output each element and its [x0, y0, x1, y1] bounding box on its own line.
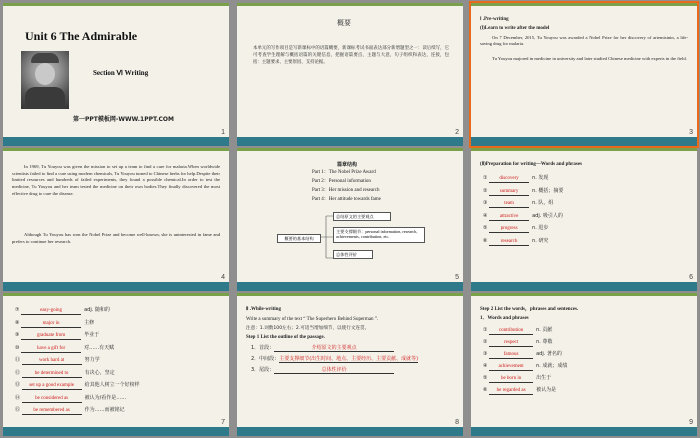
top-accent-bar — [3, 3, 229, 6]
part-1: Part 1：The Nobel Prize Award — [312, 170, 376, 175]
task-note: 注意：1.词数100左右；2.可适当增加细节，以使行文连贯。 — [246, 326, 370, 331]
slide-number: 4 — [221, 274, 225, 281]
section-heading: (Ⅱ)Preparation for writing—Words and phrases — [480, 162, 582, 167]
bottom-bar — [3, 282, 229, 291]
structure-root-box: 概要的基本结构 — [277, 234, 321, 243]
item-meaning: adj. 吸引人的 — [532, 212, 563, 219]
item-number: ⑧ — [15, 319, 22, 326]
outline-row — [251, 345, 394, 352]
item-number: ④ — [483, 363, 490, 369]
list-item — [15, 370, 115, 378]
slide-thumbnail-6[interactable] — [471, 148, 697, 291]
answer-blank: be born in — [489, 376, 533, 383]
step-heading: Step 2 List the words，phrases and sentences. — [480, 307, 579, 312]
slide-number: 5 — [455, 274, 459, 281]
section-subtitle: Section Ⅵ Writing — [93, 69, 149, 77]
item-meaning: n. 概括；摘要 — [532, 187, 564, 194]
list-item — [483, 351, 562, 359]
slide-thumbnail-8[interactable] — [237, 293, 463, 436]
outline-label: 3．尾段： — [251, 367, 275, 373]
outline-label: 1．首段： — [251, 345, 275, 351]
item-meaning: 出生于 — [536, 375, 552, 381]
bottom-bar — [237, 427, 463, 436]
list-item — [15, 357, 100, 365]
slide-number: 1 — [221, 129, 225, 136]
slide-thumbnail-2[interactable] — [237, 3, 463, 146]
item-number: ⑭ — [15, 394, 22, 401]
item-meaning: 被认为是 — [536, 387, 557, 393]
item-meaning: 给其他人树立一个好榜样 — [84, 382, 140, 388]
subsection-heading: 1．Words and phrases — [480, 316, 529, 321]
list-item — [483, 363, 567, 371]
slide-number: 9 — [689, 419, 693, 426]
item-meaning: n. 尊敬 — [536, 339, 553, 345]
item-meaning: n. 成就；成绩 — [536, 363, 568, 369]
item-meaning: n. 队，组 — [532, 200, 554, 206]
model-paragraph-3: In 1969, Tu Youyou was given the mission to set up a team to find a cure for malaria.When worldwide scientists failed to find a cure using modern chemicals, Tu Youyou turned to Chinese herbs for help.Despite their limited resources and hundreds of failed experiments, they found a possible chemical.In order to test the medicine, Tu Youyou and her team tested the medicine on their own bodies.They finally discovered the most effective drug to cure the disease. — [12, 164, 220, 196]
item-number: ⑥ — [483, 237, 490, 244]
answer-blank: summary — [489, 189, 529, 196]
structure-box-evaluation: 总体性评价 — [333, 250, 373, 259]
answer-blank: be determined to — [22, 371, 82, 378]
top-accent-bar — [471, 148, 697, 151]
item-meaning: 有决心，坚定 — [84, 369, 115, 376]
answer-blank: easy-going — [21, 308, 81, 315]
bottom-bar — [471, 427, 697, 436]
footer-site: 第一PPT模板网-WWW.1PPT.COM — [73, 116, 174, 123]
bracket-connector — [321, 212, 333, 262]
top-accent-bar — [3, 293, 229, 296]
structure-box-main-idea: 总结原文的主要观点 — [333, 212, 391, 221]
outline-label: 2．中间段： — [251, 356, 280, 362]
item-meaning: n. 研究 — [532, 237, 549, 244]
item-number: ⑦ — [15, 307, 22, 313]
item-number: ① — [483, 175, 490, 181]
model-paragraph-1: On 7 December, 2015, Tu Youyou was awarded a Nobel Prize for her discovery of artemisinin, a life-saving drug for malaria. — [480, 35, 688, 46]
answer-blank: achievement — [489, 364, 533, 371]
top-accent-bar — [237, 148, 463, 151]
list-item — [15, 320, 94, 328]
answer-blank: major in — [21, 321, 81, 328]
item-number: ③ — [483, 200, 490, 206]
summary-paragraph: 本单元的写作项目是写新课标中的语篇概要，新课标考试书面表达部分新增题型之一：读后续写，它可考查学生理解与概括语篇的关键信息，把握语篇要点，主题与大意，句子组织和表达，连接，包括：主题要求、主要原因、支持论据。 — [253, 46, 449, 65]
answer-blank: graduate from — [21, 333, 81, 340]
item-number: ③ — [483, 351, 490, 357]
answer-blank: be considered as — [22, 396, 82, 403]
slide-heading: 概要 — [337, 19, 351, 27]
answer-blank: team — [489, 201, 529, 208]
bottom-bar — [3, 137, 229, 146]
slide-number: 8 — [455, 419, 459, 426]
section-heading: Ⅰ .Pre-writing — [480, 17, 509, 22]
slide-thumbnail-9[interactable] — [471, 293, 697, 436]
list-item — [483, 339, 552, 347]
list-item — [483, 238, 548, 246]
section-heading: Ⅱ .While-writing — [246, 307, 281, 312]
answer-blank: discovery — [489, 176, 529, 183]
bottom-bar — [237, 137, 463, 146]
portrait-photo — [21, 51, 69, 109]
slide-thumbnail-3[interactable] — [471, 3, 697, 146]
top-accent-bar — [3, 148, 229, 151]
slide-heading: 篇章结构 — [337, 162, 358, 168]
list-item — [483, 327, 552, 335]
item-meaning: adj. 著名的 — [536, 351, 562, 357]
bottom-bar — [471, 282, 697, 291]
answer-blank: be regarded as — [489, 388, 533, 395]
answer-blank: contribution — [489, 328, 533, 335]
item-number: ② — [483, 339, 490, 345]
list-item — [15, 382, 140, 390]
item-number: ⑩ — [15, 344, 22, 351]
list-item — [483, 200, 553, 208]
list-item — [483, 225, 548, 233]
item-number: ⑮ — [15, 407, 22, 413]
item-meaning: 对……有天赋 — [84, 344, 115, 351]
top-accent-bar — [471, 3, 697, 6]
answer-blank: famous — [489, 352, 533, 359]
top-accent-bar — [471, 293, 697, 296]
answer-blank: research — [489, 239, 529, 246]
outline-answer: 主要支撑细节(出生时间、地点、主要经历、主要贡献、成就等) — [279, 356, 419, 362]
item-meaning: adj. 随和的 — [84, 307, 110, 313]
structure-box-details: 主要支撑细节：personal information, research, achievements, contribution, etc. — [333, 227, 425, 243]
answer-blank: attractive — [489, 214, 529, 221]
list-item — [483, 188, 563, 196]
outline-row — [251, 367, 394, 374]
item-meaning: 主修 — [84, 319, 95, 326]
item-number: ⑬ — [15, 382, 22, 388]
slide-thumbnail-4[interactable] — [3, 148, 229, 291]
item-number: ① — [483, 327, 490, 333]
answer-blank: be remembered as — [22, 408, 82, 415]
item-meaning: 努力学 — [84, 357, 100, 363]
answer-blank: have a gift for — [21, 346, 81, 353]
slide-thumbnail-5[interactable] — [237, 148, 463, 291]
list-item — [15, 345, 114, 353]
slide-number: 3 — [689, 129, 693, 136]
item-meaning: n. 进步 — [532, 225, 549, 231]
item-meaning: 作为……而被铭记 — [84, 407, 125, 413]
item-number: ⑤ — [483, 225, 490, 231]
slide-thumbnail-7[interactable] — [3, 293, 229, 436]
step-heading: Step 1 List the outline of the passage. — [246, 335, 325, 340]
list-item — [15, 307, 110, 315]
item-number: ⑤ — [483, 375, 490, 381]
slide-thumbnail-1[interactable] — [3, 3, 229, 146]
item-number: ⑥ — [483, 387, 490, 393]
list-item — [15, 332, 99, 340]
list-item — [15, 395, 126, 403]
part-4: Part 4：Her attitude towards fame — [312, 197, 381, 202]
part-2: Part 2：Personal information — [312, 179, 371, 184]
list-item — [483, 213, 563, 221]
answer-blank: set up a good example — [22, 383, 82, 390]
slide-title: Unit 6 The Admirable — [25, 29, 138, 43]
answer-blank: work hard at — [22, 358, 82, 365]
list-item — [483, 375, 551, 383]
item-meaning: 毕业于 — [84, 332, 100, 338]
list-item — [483, 175, 548, 183]
bottom-bar — [471, 137, 697, 146]
model-paragraph-2: Tu Youyou majored in medicine in university and later studied Chinese medicine with experts in the field. — [492, 56, 687, 61]
bottom-bar — [237, 282, 463, 291]
top-accent-bar — [237, 3, 463, 6]
item-meaning: n. 贡献 — [536, 327, 553, 333]
slide-number: 6 — [689, 274, 693, 281]
item-meaning: 被认为/看作是…… — [84, 394, 127, 401]
bottom-bar — [3, 427, 229, 436]
part-3: Part 3：Her mission and research — [312, 188, 380, 193]
outline-answer: 总体性评价 — [274, 367, 394, 374]
answer-blank: progress — [489, 226, 529, 233]
answer-blank: respect — [489, 340, 533, 347]
top-accent-bar — [237, 293, 463, 296]
item-number: ④ — [483, 212, 490, 219]
item-number: ② — [483, 187, 490, 194]
model-paragraph-4: Although Tu Youyou has won the Nobel Prize and become well-known, she is uninterested in fame and prefers to continue her research. — [12, 232, 220, 244]
list-item — [483, 387, 556, 395]
list-item — [15, 407, 125, 415]
task-text: Write a summary of the text “ The Superhero Behind Superman ”. — [246, 317, 379, 322]
item-number: ⑪ — [15, 357, 22, 363]
subsection-heading: (Ⅰ)Learn to write after the model — [480, 26, 550, 31]
item-number: ⑫ — [15, 369, 22, 376]
outline-row — [251, 356, 418, 363]
slide-number: 2 — [455, 129, 459, 136]
slide-number: 7 — [221, 419, 225, 426]
outline-answer: 介绍原文的主要观点 — [274, 345, 394, 352]
item-meaning: n. 发现 — [532, 175, 549, 181]
item-number: ⑨ — [15, 332, 22, 338]
